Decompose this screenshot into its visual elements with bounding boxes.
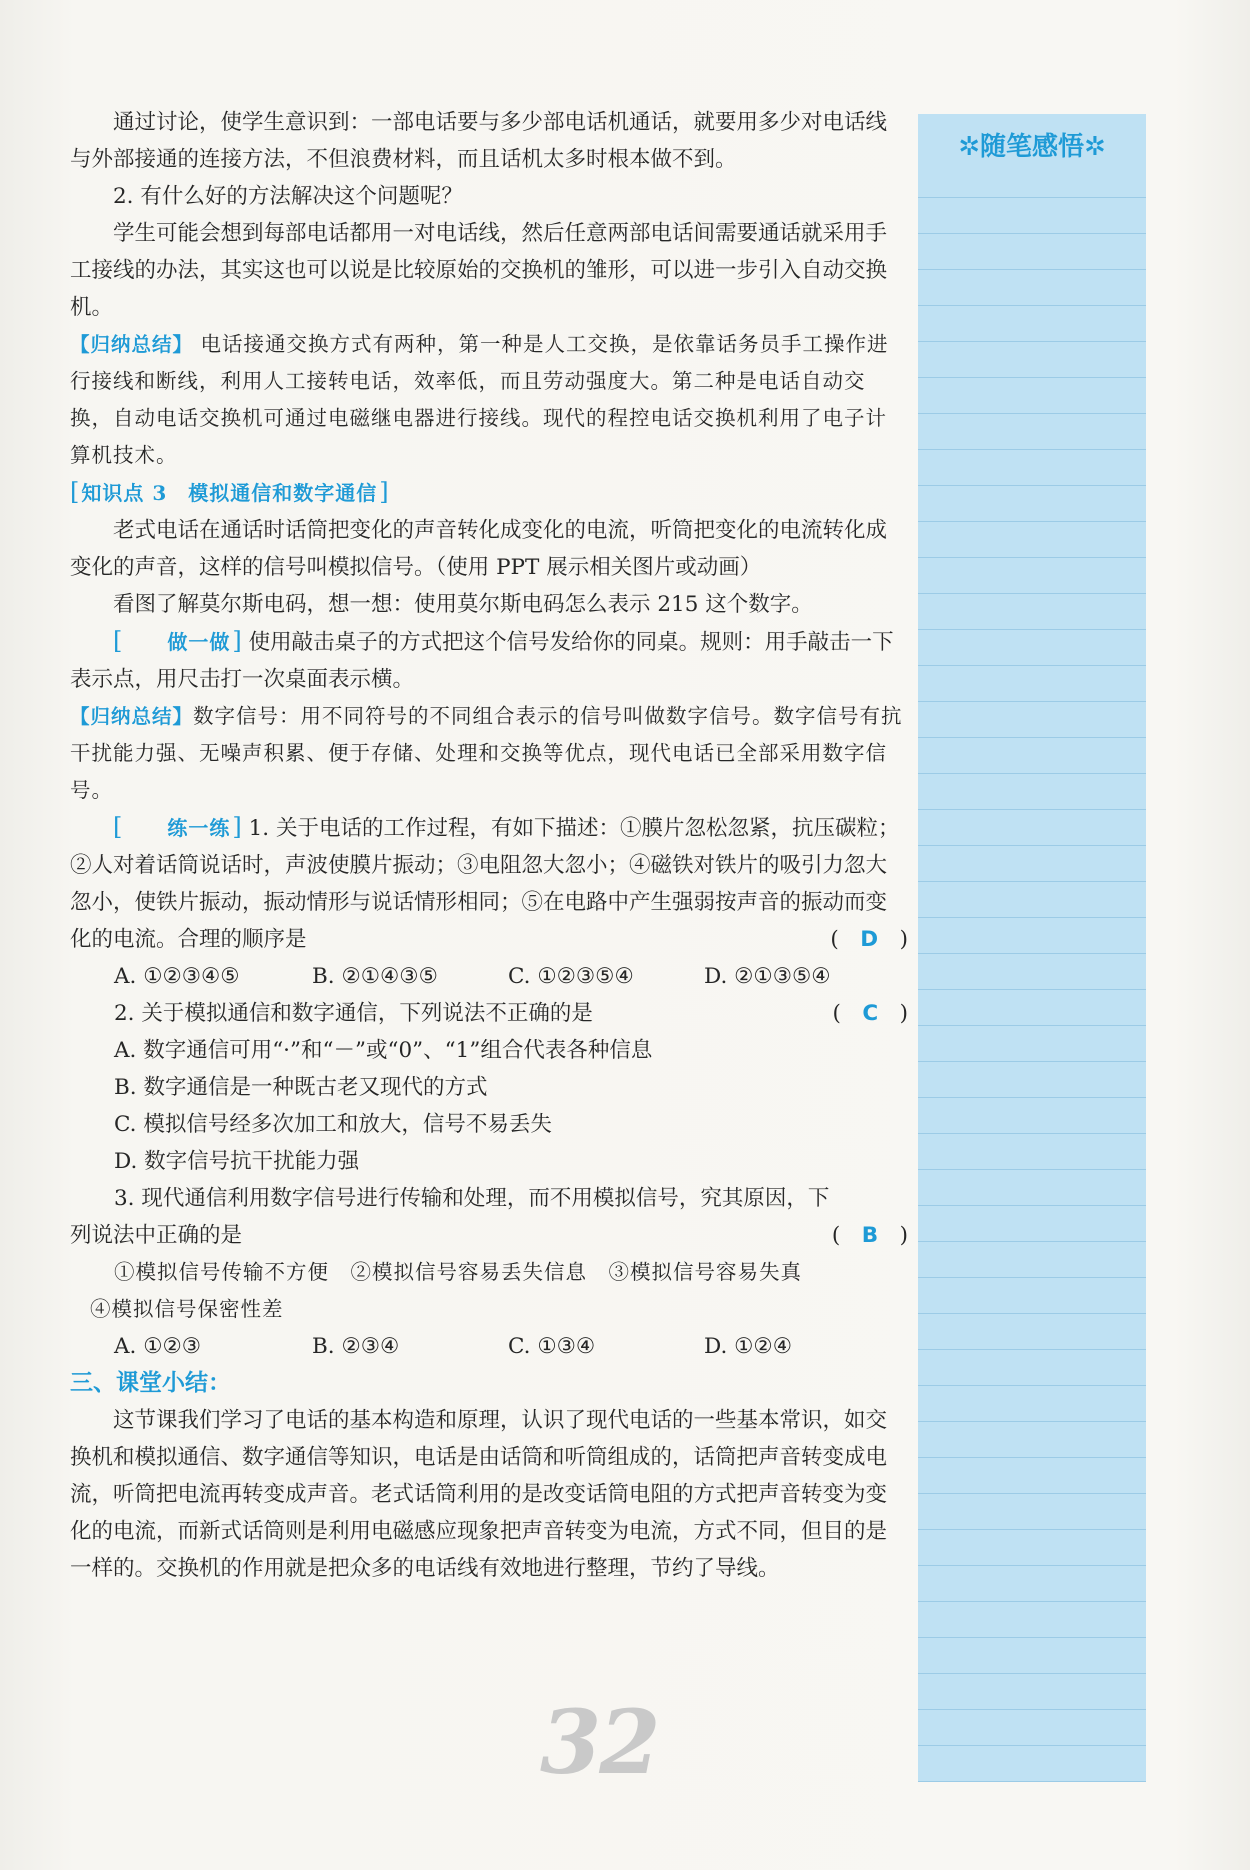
- paragraph-discussion: 通过讨论，使学生意识到：一部电话要与多少部电话机通话，就要用多少对电话线与外部接通的连接方法，不但浪费材料，而且话机太多时根本做不到。: [70, 110, 888, 172]
- practice-label: 练一练: [167, 816, 231, 840]
- q3-items-1: ①模拟信号传输不方便 ②模拟信号容易丢失信息 ③模拟信号容易失真: [114, 1260, 802, 1284]
- option: B. ②③④: [312, 1334, 400, 1359]
- answer-letter: C: [862, 1001, 879, 1026]
- practice-q3-line2: [70, 1217, 908, 1254]
- answer-bracket: ( B ): [831, 1223, 908, 1248]
- knowledge-point-title: 知识点 3 模拟通信和数字通信: [81, 481, 378, 505]
- page-number: 32: [540, 1690, 659, 1794]
- paragraph-morse: 看图了解莫尔斯电码，想一想：使用莫尔斯电码怎么表示 215 这个数字。: [113, 592, 813, 617]
- option: C. 模拟信号经多次加工和放大，信号不易丢失: [114, 1112, 552, 1137]
- option: C. ①②③⑤④: [508, 964, 634, 989]
- answer-bracket: ( C ): [832, 1001, 908, 1026]
- answer-bracket: ( D ): [830, 927, 908, 952]
- option: A. ①②③: [114, 1334, 202, 1359]
- summary-digital: [70, 698, 908, 809]
- option: D. ①②④: [704, 1334, 792, 1359]
- summary-tag: 【归纳总结】: [70, 705, 194, 728]
- q3-items-2: ④模拟信号保密性差: [90, 1297, 284, 1321]
- summary-switching: [70, 326, 908, 474]
- notes-sidebar: [918, 114, 1146, 1782]
- option: D. 数字信号抗干扰能力强: [114, 1149, 360, 1174]
- summary-text: 数字信号：用不同符号的不同组合表示的信号叫做数字信号。数字信号有抗干扰能力强、无噪声积累、便于存储、处理和交换等优点，现代电话已全部采用数字信号。: [70, 704, 903, 802]
- option: A. 数字通信可用“·”和“－”或“0”、“1”组合代表各种信息: [114, 1038, 653, 1063]
- option: B. 数字通信是一种既古老又现代的方式: [114, 1075, 488, 1100]
- activity-do-it: [ 做一做] 使用敲击桌子的方式把这个信号发给你的同桌。规则：用手敲击一下表示点，用尺击打一次桌面表示横。: [70, 623, 908, 698]
- activity-text: 使用敲击桌子的方式把这个信号发给你的同桌。规则：用手敲击一下表示点，用尺击打一次桌面表示横。: [70, 630, 894, 692]
- activity-label: 做一做: [167, 630, 231, 654]
- main-content: [70, 104, 908, 1587]
- q3-text: 列说法中正确的是: [70, 1223, 243, 1248]
- sidebar-title: ✲随笔感悟✲: [918, 126, 1146, 163]
- practice-q1: [ 练一练] 1. 关于电话的工作过程，有如下描述：①膜片忽松忽紧，抗压碳粒；②人对着话筒说话时，声波使膜片振动；③电阻忽大忽小；④磁铁对铁片的吸引力忽大忽小，使铁片振动，振动情形与说话情形相同；⑤在电路中产生强弱按声音的振动而变化的电流。合理的顺序是 ( D ): [70, 809, 908, 958]
- practice-q3-line1: 3. 现代通信利用数字信号进行传输和处理，而不用模拟信号，究其原因，下: [114, 1186, 830, 1211]
- section-title-summary: 三、课堂小结：: [70, 1370, 231, 1396]
- q3-options: [70, 1328, 908, 1365]
- answer-letter: B: [861, 1223, 879, 1248]
- option: B. ②①④③⑤: [312, 964, 438, 989]
- question-2: 2. 有什么好的方法解决这个问题呢？: [113, 184, 463, 209]
- q1-options: [70, 958, 908, 995]
- answer-letter: D: [860, 927, 879, 952]
- practice-q2: [70, 995, 908, 1032]
- paragraph-analog-signal: 老式电话在通话时话筒把变化的声音转化成变化的电流，听筒把变化的电流转化成变化的声音，这样的信号叫模拟信号。（使用 PPT 展示相关图片或动画）: [70, 518, 888, 580]
- q2-text: 2. 关于模拟通信和数字通信，下列说法不正确的是: [114, 1001, 593, 1026]
- option: C. ①③④: [508, 1334, 596, 1359]
- summary-tag: 【归纳总结】: [70, 333, 194, 356]
- q1-text: 1. 关于电话的工作过程，有如下描述：①膜片忽松忽紧，抗压碳粒；②人对着话筒说话时，声波使膜片振动；③电阻忽大忽小；④磁铁对铁片的吸引力忽大忽小，使铁片振动，振动情形与说话情形相同；⑤在电路中产生强弱按声音的振动而变化的电流。合理的顺序是: [70, 816, 900, 952]
- summary-text: 电话接通交换方式有两种，第一种是人工交换，是依靠话务员手工操作进行接线和断线，利用人工接转电话，效率低，而且劳动强度大。第二种是电话自动交换，自动电话交换机可通过电磁继电器进行接线。现代的程控电话交换机利用了电子计算机技术。: [70, 332, 889, 467]
- option: A. ①②③④⑤: [114, 964, 240, 989]
- option: D. ②①③⑤④: [704, 964, 831, 989]
- paragraph-manual-switch: 学生可能会想到每部电话都用一对电话线，然后任意两部电话间需要通话就采用手工接线的办法，其实这也可以说是比较原始的交换机的雏形，可以进一步引入自动交换机。: [70, 221, 888, 320]
- paragraph-class-summary: 这节课我们学习了电话的基本构造和原理，认识了现代电话的一些基本常识，如交换机和模拟通信、数字通信等知识，电话是由话筒和听筒组成的，话筒把声音转变成电流，听筒把电流再转变成声音。老式话筒利用的是改变话筒电阻的方式把声音转变为变化的电流，而新式话筒则是利用电磁感应现象把声音转变为电流，方式不同，但目的是一样的。交换机的作用就是把众多的电话线有效地进行整理，节约了导线。: [70, 1408, 888, 1581]
- knowledge-point-3: [ 知识点 3 模拟通信和数字通信]: [70, 474, 908, 512]
